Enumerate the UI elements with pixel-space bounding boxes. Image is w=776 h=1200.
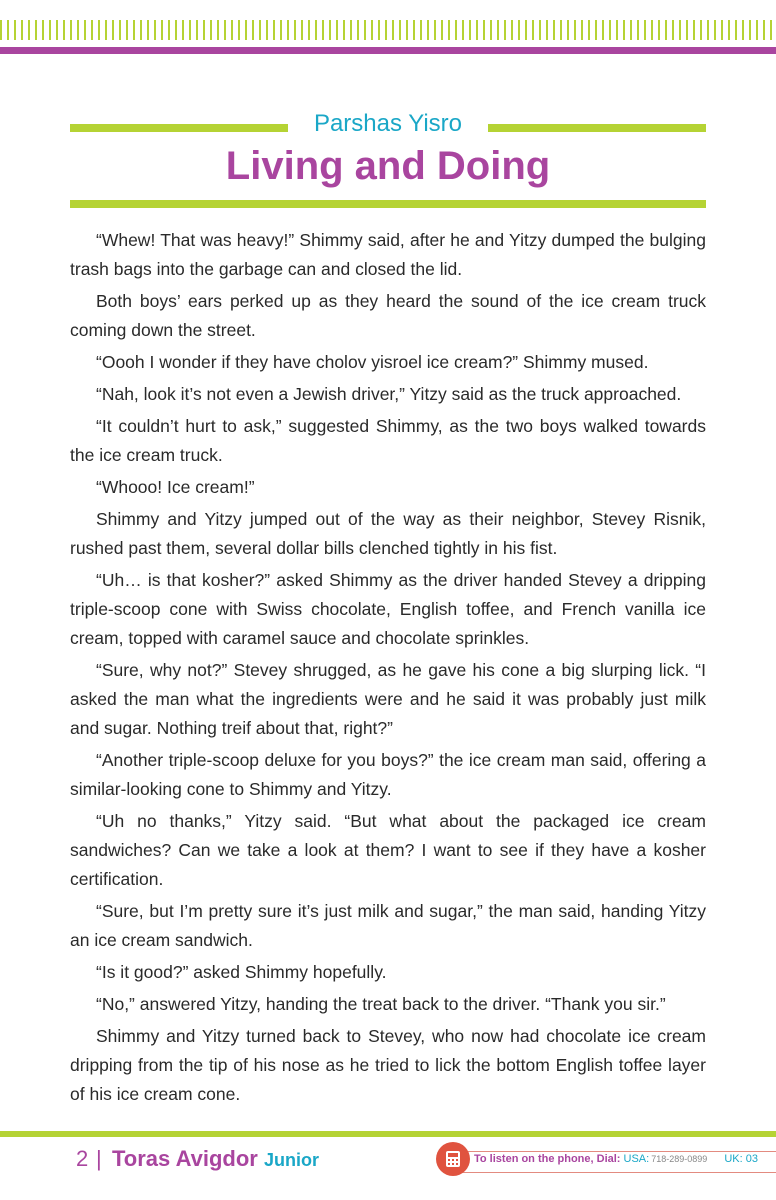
story-paragraph: “Uh no thanks,” Yitzy said. “But what about the packaged ice cream sandwiches? Can we take a look at them? I want to see if they have a kosher certification. [70,811,706,889]
title-underline [70,200,706,208]
story-paragraph: Shimmy and Yitzy turned back to Stevey, who now had chocolate ice cream dripping from the tip of his nose as he tried to lick the bottom English toffee layer of his ice cream cone. [70,1026,706,1104]
footer-rule [0,1131,776,1137]
usa-label: USA: [623,1153,650,1165]
top-purple-rule [0,47,776,54]
telephone-icon [436,1142,470,1176]
story-paragraph: “It couldn’t hurt to ask,” suggested Shimmy, as the two boys walked towards the ice cream truck. [70,416,706,465]
story-paragraph: “Whooo! Ice cream!” [96,477,255,497]
story-paragraph: “No,” answered Yitzy, handing the treat back to the driver. “Thank you sir.” [96,994,666,1014]
phone-info [474,1153,758,1165]
story-paragraph: “Whew! That was heavy!” Shimmy said, after he and Yitzy dumped the bulging trash bags into the garbage can and closed the lid. [70,230,706,279]
story-paragraph: “Nah, look it’s not even a Jewish driver,” Yitzy said as the truck approached. [96,384,682,404]
page-footer [0,1142,776,1182]
story-paragraph: “Oooh I wonder if they have cholov yisroel ice cream?” Shimmy mused. [96,352,649,372]
brand-sub: Junior [264,1150,320,1170]
top-tick-border [0,20,776,40]
uk-number: UK: 03 [724,1153,758,1165]
brand-logo [112,1146,319,1172]
story-paragraph: “Sure, why not?” Stevey shrugged, as he gave his cone a big slurping lick. “I asked the man what the ingredients were and he said it was probably just milk and sugar. Nothing treif about that, right?” [70,660,706,738]
page-title: Living and Doing [225,144,551,188]
story-paragraph: “Another triple-scoop deluxe for you boys?” the ice cream man said, offering a similar-looking cone to Shimmy and Yitzy. [70,750,706,799]
story-paragraph: “Is it good?” asked Shimmy hopefully. [96,962,387,982]
story-paragraph: Shimmy and Yitzy jumped out of the way as their neighbor, Stevey Risnik, rushed past them, several dollar bills clenched tightly in his fist. [70,509,706,558]
footer-separator: | [96,1146,102,1171]
brand-name: Toras Avigdor [112,1146,258,1171]
page-number: 2 [76,1146,89,1171]
usa-number: 718-289-0899 [651,1154,708,1164]
parsha-name: Parshas Yisro [313,110,463,137]
story-paragraph: “Uh… is that kosher?” asked Shimmy as the driver handed Stevey a dripping triple-scoop cone with Swiss chocolate, English toffee, and French vanilla ice cream, topped with caramel sauce and chocolate sprinkles. [70,570,706,648]
story-body [70,226,706,1112]
story-paragraph: “Sure, but I’m pretty sure it’s just milk and sugar,” the man said, handing Yitzy an ice cream sandwich. [70,901,706,950]
story-paragraph: Both boys’ ears perked up as they heard the sound of the ice cream truck coming down the street. [70,291,706,340]
phone-lead: To listen on the phone, Dial: [474,1153,621,1165]
